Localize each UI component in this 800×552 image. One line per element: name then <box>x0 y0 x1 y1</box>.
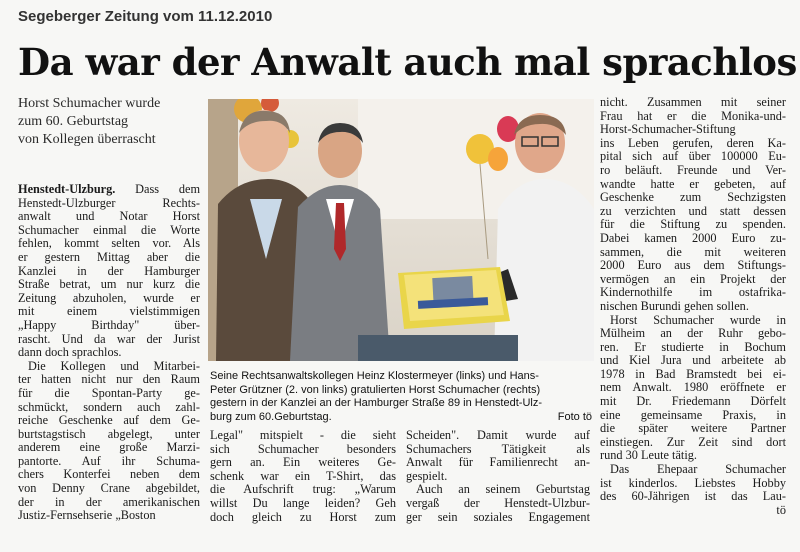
text-line: dann doch sprachlos. <box>18 345 122 360</box>
text-line: Horst-Schumacher-Stiftung <box>600 122 736 137</box>
dateline: Henstedt-Ulzburg. <box>18 182 116 196</box>
text-line: Mülheim an der Ruhr gebo- <box>600 326 786 341</box>
text-line: die Aufschrift trug: „Warum <box>210 482 396 497</box>
paragraph <box>18 183 200 360</box>
text-line: Justiz-Fernsehserie „Boston <box>18 508 156 523</box>
subheadline-line: zum 60. Geburtstag <box>18 114 129 129</box>
text-line: schenk war ein T-Shirt, das <box>210 468 396 483</box>
text-line: für die Spontan-Party ge- <box>18 385 200 400</box>
text-line: ren. Er studierte in Bochum <box>600 339 786 354</box>
paragraph <box>18 360 200 523</box>
text-line: Anwalt für Familienrecht an- <box>406 455 590 470</box>
text-line: anwalt und Notar Horst <box>18 209 200 224</box>
text-line: Auch an seinem Geburtstag <box>416 482 590 497</box>
text-line: ro beläuft. Freunde und Ver- <box>600 162 786 177</box>
table <box>358 335 518 361</box>
text-line: ins Leben gerufen, deren Ka- <box>600 135 786 150</box>
text-line: Straße betrat, um nur kurz die <box>18 277 200 292</box>
text-line: sammen, die mit weiteren <box>600 244 786 259</box>
text-line: pantorte. Auf ihr Schuma- <box>18 453 200 468</box>
text-line: einstiegen. Zur Zeit sind dort <box>600 434 786 449</box>
text-line: „Happy Birthday" über- <box>18 317 200 332</box>
text-line: gespielt. <box>406 468 448 483</box>
text-line: schmückt, sondern auch zahl- <box>18 399 200 414</box>
text-line: chers Konterfei neben dem <box>18 467 200 482</box>
text-line: nem Anwalt. 1980 eröffnete er <box>600 380 786 395</box>
headline: Da war der Anwalt auch mal sprachlos <box>18 40 797 84</box>
photo-caption <box>210 370 592 424</box>
text-line: vermögen an ein Projekt der <box>600 271 786 286</box>
text-line: sich Schumacher besonders <box>210 441 396 456</box>
text-line: fehlen, kommt selten vor. Als <box>18 236 200 251</box>
text-line: Schumacher einmal die Worte <box>18 222 200 237</box>
text-line: 1978 in Bad Bramstedt bei ei- <box>600 366 786 381</box>
text-line: Henstedt-Ulzburger Rechts- <box>18 195 200 210</box>
text-line: doch gleich zu Horst zum <box>210 509 396 524</box>
text-line: Kanzlei in der Hamburger <box>18 263 200 278</box>
text-line: von Denny Crane abgebildet, <box>18 481 200 496</box>
article-column-3 <box>406 429 590 524</box>
text-line: reiche Geschenke auf dem Ge- <box>18 413 200 428</box>
article-column-2 <box>210 429 396 524</box>
text-line: gern an. Ein weiteres Ge- <box>210 455 396 470</box>
text-line: eine gemeinsame Praxis, in <box>600 407 786 422</box>
text-line: für die Stiftung zu spenden. <box>600 217 786 232</box>
text-line: ist kinderlos. Liebstes Hobby <box>600 475 786 490</box>
subheadline-line: Horst Schumacher wurde <box>18 96 161 111</box>
caption-line: gestern in der Kanzlei an der Hamburger Straße 89 in Henstedt-Ulz- <box>210 397 542 409</box>
text-line: mit einem vielstimmigen <box>18 304 200 319</box>
text-line: vergaß der Henstedt-Ulzbur- <box>406 495 590 510</box>
text-line: Scheiden". Damit wurde auf <box>406 428 590 442</box>
text-line: und Kiel Jura und arbeitete ab <box>600 353 786 368</box>
text-line: zu verzichten und statt dessen <box>600 203 786 218</box>
text-line: Dabei kamen 2000 Euro zu- <box>600 230 786 245</box>
text-line: pital sich auf über 100000 Eu- <box>600 149 786 164</box>
text-line: ter hatten nicht nur den Raum <box>18 372 200 387</box>
text-line: Kindernothilfe im ostafrika- <box>600 285 786 300</box>
text-line: Die Kollegen und Mitarbei- <box>28 358 200 373</box>
text-line: wandte hatte er gebeten, auf <box>600 176 786 191</box>
newspaper-source: Segeberger Zeitung vom 11.12.2010 <box>18 8 273 25</box>
person-right <box>494 179 594 361</box>
text-line: Legal" mitspielt - die sieht <box>210 428 396 442</box>
photo-credit: Foto tö <box>557 410 592 423</box>
text-line: Geschenke zum Sechzigsten <box>600 190 786 205</box>
text-line: nicht. Zusammen mit seiner <box>600 95 786 109</box>
text-line: Das Ehepaar Schumacher <box>610 462 786 477</box>
subheadline <box>18 95 188 149</box>
text-line: Schumachers Tätigkeit als <box>406 441 590 456</box>
subheadline-line: von Kollegen überrascht <box>18 132 156 147</box>
text-line: rascht. Und da war der Jurist <box>18 331 200 346</box>
text-line: mit Dr. Friedemann Dörfelt <box>600 394 786 409</box>
text-line: 2000 Euro aus dem Stiftungs- <box>600 258 786 273</box>
text-line: ger sein soziales Engagement <box>406 509 590 524</box>
text-line: nischen Burundi gehen sollen. <box>600 298 749 313</box>
text-line: Zeitung abzuholen, wurde er <box>18 290 200 305</box>
text-line: Frau hat er die Monika-und- <box>600 108 786 123</box>
text-line: burtstagstisch abgelegt, unter <box>18 426 200 441</box>
text-line: des 60-Jährigen ist das Lau- <box>600 489 786 504</box>
caption-line: burg zum 60.Geburtstag. <box>210 410 332 423</box>
text-line: der in der amerikanischen <box>18 494 200 509</box>
article-column-1 <box>18 183 200 523</box>
text-line: anderem eine große Marzi- <box>18 440 200 455</box>
text-line: Horst Schumacher wurde in <box>610 312 786 327</box>
text-line: er gestern Mittag aber die <box>18 249 200 264</box>
text-line: die später weitere Partner <box>600 421 786 436</box>
caption-line: Seine Rechtsanwaltskollegen Heinz Klostermeyer (links) und Hans- <box>210 370 539 382</box>
caption-line: Peter Grützner (2. von links) gratulierten Horst Schumacher (rechts) <box>210 383 541 396</box>
article-column-4 <box>600 96 786 517</box>
author-initials: tö <box>776 502 786 517</box>
text-line: willst Du lange leiden? Geh <box>210 495 396 510</box>
text-line: rund 30 Leute tätig. <box>600 448 697 463</box>
birthday-photo <box>208 99 594 361</box>
text-line: Henstedt-Ulzburg. Dass dem <box>18 182 201 196</box>
